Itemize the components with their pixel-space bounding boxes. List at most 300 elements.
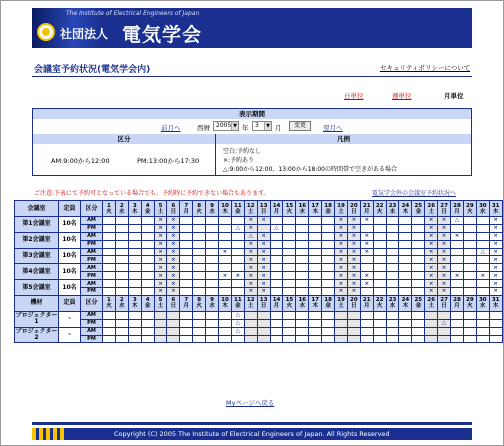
reservation-cell[interactable] [322, 327, 335, 335]
reservation-cell[interactable] [167, 327, 180, 335]
reservation-cell[interactable] [141, 280, 154, 288]
reservation-cell[interactable] [412, 319, 425, 327]
reservation-cell[interactable] [322, 264, 335, 272]
change-button[interactable]: 変更 [289, 121, 311, 131]
reservation-cell[interactable] [193, 232, 206, 240]
reservation-cell[interactable] [103, 256, 116, 264]
month-select[interactable]: 3 ▼ [252, 121, 272, 131]
reservation-cell[interactable] [386, 280, 399, 288]
reservation-cell[interactable] [128, 327, 141, 335]
reservation-cell[interactable] [399, 327, 412, 335]
reservation-cell[interactable] [347, 319, 360, 327]
reservation-cell[interactable] [244, 327, 257, 335]
reservation-cell[interactable] [296, 264, 309, 272]
reservation-cell[interactable] [283, 327, 296, 335]
reservation-cell[interactable] [115, 224, 128, 232]
reservation-cell[interactable] [373, 224, 386, 232]
reservation-cell[interactable] [373, 272, 386, 280]
reservation-cell[interactable] [270, 327, 283, 335]
reservation-cell[interactable] [206, 272, 219, 280]
reservation-cell[interactable] [412, 217, 425, 225]
reservation-cell[interactable] [322, 280, 335, 288]
reservation-cell[interactable] [180, 319, 193, 327]
reservation-cell[interactable] [219, 319, 232, 327]
reservation-cell[interactable] [193, 280, 206, 288]
reservation-cell[interactable] [309, 256, 322, 264]
reservation-cell[interactable] [360, 327, 373, 335]
reservation-cell[interactable] [141, 327, 154, 335]
reservation-cell[interactable] [463, 319, 476, 327]
reservation-cell[interactable] [141, 248, 154, 256]
reservation-cell[interactable] [193, 272, 206, 280]
reservation-cell[interactable] [451, 288, 464, 296]
reservation-cell[interactable] [463, 217, 476, 225]
reservation-cell[interactable] [115, 327, 128, 335]
reservation-cell[interactable] [463, 224, 476, 232]
reservation-cell[interactable] [309, 240, 322, 248]
reservation-cell[interactable] [373, 319, 386, 327]
reservation-cell[interactable]: △ [231, 319, 244, 327]
reservation-cell[interactable] [115, 288, 128, 296]
reservation-cell[interactable] [309, 232, 322, 240]
week-view-link[interactable]: 週単位 [392, 92, 412, 100]
reservation-cell[interactable] [154, 335, 167, 343]
reservation-cell[interactable] [154, 327, 167, 335]
reservation-cell[interactable] [141, 232, 154, 240]
reservation-cell[interactable] [115, 311, 128, 319]
reservation-cell[interactable] [386, 248, 399, 256]
reservation-cell[interactable] [128, 224, 141, 232]
reservation-cell[interactable] [206, 224, 219, 232]
reservation-cell[interactable] [257, 319, 270, 327]
reservation-cell[interactable] [283, 240, 296, 248]
reservation-cell[interactable] [283, 264, 296, 272]
reservation-cell[interactable] [335, 327, 348, 335]
reservation-cell[interactable] [296, 256, 309, 264]
reservation-cell[interactable] [193, 264, 206, 272]
next-month-link[interactable]: 翌月へ [323, 124, 343, 132]
reservation-cell[interactable]: △ [270, 224, 283, 232]
reservation-cell[interactable] [463, 335, 476, 343]
reservation-cell[interactable] [322, 240, 335, 248]
reservation-cell[interactable] [270, 335, 283, 343]
reservation-cell[interactable] [322, 272, 335, 280]
reservation-cell[interactable] [180, 335, 193, 343]
reservation-cell[interactable] [322, 319, 335, 327]
reservation-cell[interactable] [231, 264, 244, 272]
reservation-cell[interactable] [322, 311, 335, 319]
reservation-cell[interactable] [296, 319, 309, 327]
reservation-cell[interactable] [412, 280, 425, 288]
reservation-cell[interactable] [463, 248, 476, 256]
reservation-cell[interactable] [180, 217, 193, 225]
reservation-cell[interactable] [386, 232, 399, 240]
reservation-cell[interactable] [128, 240, 141, 248]
reservation-cell[interactable] [476, 240, 489, 248]
reservation-cell[interactable] [476, 224, 489, 232]
reservation-cell[interactable] [206, 264, 219, 272]
reservation-cell[interactable]: △ [231, 224, 244, 232]
reservation-cell[interactable] [399, 224, 412, 232]
reservation-cell[interactable] [322, 256, 335, 264]
reservation-cell[interactable] [438, 335, 451, 343]
reservation-cell[interactable] [167, 335, 180, 343]
reservation-cell[interactable] [180, 288, 193, 296]
reservation-cell[interactable] [412, 335, 425, 343]
reservation-cell[interactable] [476, 288, 489, 296]
reservation-cell[interactable] [115, 232, 128, 240]
prev-month-link[interactable]: 前月へ [161, 124, 181, 132]
day-view-link[interactable]: 日単位 [344, 92, 364, 100]
reservation-cell[interactable] [115, 272, 128, 280]
reservation-cell[interactable] [476, 311, 489, 319]
reservation-cell[interactable] [412, 327, 425, 335]
reservation-cell[interactable] [257, 327, 270, 335]
reservation-cell[interactable] [128, 319, 141, 327]
reservation-cell[interactable] [193, 311, 206, 319]
reservation-cell[interactable] [180, 248, 193, 256]
reservation-cell[interactable] [193, 248, 206, 256]
reservation-cell[interactable] [489, 335, 502, 343]
reservation-cell[interactable] [373, 240, 386, 248]
reservation-cell[interactable] [219, 232, 232, 240]
reservation-cell[interactable] [463, 288, 476, 296]
reservation-cell[interactable] [193, 327, 206, 335]
reservation-cell[interactable] [128, 264, 141, 272]
reservation-cell[interactable] [154, 319, 167, 327]
reservation-cell[interactable] [193, 335, 206, 343]
reservation-cell[interactable] [115, 217, 128, 225]
reservation-cell[interactable] [128, 248, 141, 256]
reservation-cell[interactable] [206, 311, 219, 319]
reservation-cell[interactable] [270, 319, 283, 327]
reservation-cell[interactable]: △ [438, 319, 451, 327]
reservation-cell[interactable] [115, 319, 128, 327]
mypage-link[interactable]: Myページへ戻る [226, 399, 275, 407]
reservation-cell[interactable] [451, 248, 464, 256]
reservation-cell[interactable] [231, 240, 244, 248]
reservation-cell[interactable] [128, 272, 141, 280]
reservation-cell[interactable] [425, 311, 438, 319]
reservation-cell[interactable] [219, 217, 232, 225]
reservation-cell[interactable] [335, 311, 348, 319]
reservation-cell[interactable] [115, 248, 128, 256]
reservation-cell[interactable] [103, 288, 116, 296]
reservation-cell[interactable] [231, 217, 244, 225]
reservation-cell[interactable] [283, 280, 296, 288]
reservation-cell[interactable] [103, 248, 116, 256]
reservation-cell[interactable] [386, 224, 399, 232]
reservation-cell[interactable] [399, 311, 412, 319]
reservation-cell[interactable] [322, 335, 335, 343]
reservation-cell[interactable] [283, 256, 296, 264]
reservation-cell[interactable] [115, 335, 128, 343]
reservation-cell[interactable] [103, 232, 116, 240]
reservation-cell[interactable] [309, 335, 322, 343]
reservation-cell[interactable] [360, 288, 373, 296]
reservation-cell[interactable] [451, 256, 464, 264]
reservation-cell[interactable] [399, 240, 412, 248]
reservation-cell[interactable] [335, 319, 348, 327]
reservation-cell[interactable] [322, 217, 335, 225]
reservation-cell[interactable] [103, 311, 116, 319]
reservation-cell[interactable] [309, 319, 322, 327]
reservation-cell[interactable] [219, 288, 232, 296]
reservation-cell[interactable] [412, 272, 425, 280]
reservation-cell[interactable] [206, 240, 219, 248]
reservation-cell[interactable] [193, 256, 206, 264]
reservation-cell[interactable] [309, 311, 322, 319]
reservation-cell[interactable] [296, 327, 309, 335]
reservation-cell[interactable] [193, 319, 206, 327]
reservation-cell[interactable] [193, 217, 206, 225]
reservation-cell[interactable] [438, 327, 451, 335]
reservation-cell[interactable] [257, 311, 270, 319]
reservation-cell[interactable] [347, 335, 360, 343]
reservation-cell[interactable] [412, 288, 425, 296]
reservation-cell[interactable] [103, 240, 116, 248]
reservation-cell[interactable] [386, 319, 399, 327]
reservation-cell[interactable] [141, 224, 154, 232]
reservation-cell[interactable] [309, 280, 322, 288]
reservation-cell[interactable] [270, 256, 283, 264]
reservation-cell[interactable] [103, 224, 116, 232]
reservation-cell[interactable] [386, 264, 399, 272]
reservation-cell[interactable] [141, 288, 154, 296]
reservation-cell[interactable] [115, 264, 128, 272]
reservation-cell[interactable] [206, 248, 219, 256]
outside-rooms-link[interactable]: 電気学会外の会議室予約状況へ [372, 190, 457, 197]
reservation-cell[interactable] [180, 311, 193, 319]
reservation-cell[interactable] [399, 280, 412, 288]
reservation-cell[interactable] [451, 264, 464, 272]
reservation-cell[interactable] [360, 335, 373, 343]
reservation-cell[interactable] [103, 272, 116, 280]
reservation-cell[interactable] [103, 280, 116, 288]
reservation-cell[interactable] [347, 311, 360, 319]
reservation-cell[interactable]: △ [231, 311, 244, 319]
reservation-cell[interactable] [128, 280, 141, 288]
reservation-cell[interactable] [296, 248, 309, 256]
reservation-cell[interactable] [425, 319, 438, 327]
reservation-cell[interactable] [115, 240, 128, 248]
reservation-cell[interactable] [335, 335, 348, 343]
reservation-cell[interactable] [270, 232, 283, 240]
reservation-cell[interactable] [141, 335, 154, 343]
reservation-cell[interactable] [180, 224, 193, 232]
reservation-cell[interactable] [463, 256, 476, 264]
reservation-cell[interactable] [141, 311, 154, 319]
reservation-cell[interactable]: △ [476, 248, 489, 256]
reservation-cell[interactable] [386, 335, 399, 343]
reservation-cell[interactable] [103, 264, 116, 272]
reservation-cell[interactable] [206, 335, 219, 343]
reservation-cell[interactable] [425, 327, 438, 335]
reservation-cell[interactable] [373, 256, 386, 264]
reservation-cell[interactable] [463, 272, 476, 280]
reservation-cell[interactable] [451, 335, 464, 343]
reservation-cell[interactable] [231, 232, 244, 240]
reservation-cell[interactable] [180, 256, 193, 264]
reservation-cell[interactable] [296, 217, 309, 225]
reservation-cell[interactable] [296, 311, 309, 319]
reservation-cell[interactable] [412, 264, 425, 272]
reservation-cell[interactable] [219, 240, 232, 248]
reservation-cell[interactable] [283, 319, 296, 327]
reservation-cell[interactable] [283, 311, 296, 319]
reservation-cell[interactable] [412, 240, 425, 248]
reservation-cell[interactable] [476, 327, 489, 335]
reservation-cell[interactable] [386, 256, 399, 264]
reservation-cell[interactable] [386, 288, 399, 296]
reservation-cell[interactable] [373, 327, 386, 335]
reservation-cell[interactable] [360, 264, 373, 272]
reservation-cell[interactable] [399, 335, 412, 343]
reservation-cell[interactable] [115, 256, 128, 264]
reservation-cell[interactable] [463, 280, 476, 288]
security-policy-link[interactable]: セキュリティポリシーについて [380, 64, 471, 72]
reservation-cell[interactable] [283, 335, 296, 343]
reservation-cell[interactable] [141, 319, 154, 327]
reservation-cell[interactable] [399, 232, 412, 240]
reservation-cell[interactable] [438, 311, 451, 319]
reservation-cell[interactable] [399, 319, 412, 327]
reservation-cell[interactable]: △ [451, 217, 464, 225]
reservation-cell[interactable] [257, 335, 270, 343]
reservation-cell[interactable] [309, 217, 322, 225]
reservation-cell[interactable] [412, 224, 425, 232]
reservation-cell[interactable] [386, 240, 399, 248]
reservation-cell[interactable] [154, 311, 167, 319]
reservation-cell[interactable] [219, 335, 232, 343]
reservation-cell[interactable] [463, 327, 476, 335]
reservation-cell[interactable] [231, 256, 244, 264]
reservation-cell[interactable] [309, 272, 322, 280]
reservation-cell[interactable] [219, 256, 232, 264]
reservation-cell[interactable] [296, 272, 309, 280]
reservation-cell[interactable] [373, 264, 386, 272]
reservation-cell[interactable] [283, 272, 296, 280]
reservation-cell[interactable] [180, 272, 193, 280]
reservation-cell[interactable] [296, 288, 309, 296]
reservation-cell[interactable] [219, 280, 232, 288]
reservation-cell[interactable] [463, 232, 476, 240]
reservation-cell[interactable] [283, 217, 296, 225]
reservation-cell[interactable] [463, 311, 476, 319]
reservation-cell[interactable] [103, 319, 116, 327]
reservation-cell[interactable] [128, 288, 141, 296]
reservation-cell[interactable] [128, 311, 141, 319]
reservation-cell[interactable] [373, 288, 386, 296]
reservation-cell[interactable] [141, 256, 154, 264]
reservation-cell[interactable] [270, 272, 283, 280]
reservation-cell[interactable] [476, 335, 489, 343]
reservation-cell[interactable] [296, 335, 309, 343]
reservation-cell[interactable] [206, 319, 219, 327]
reservation-cell[interactable] [167, 311, 180, 319]
reservation-cell[interactable] [193, 224, 206, 232]
reservation-cell[interactable] [296, 232, 309, 240]
reservation-cell[interactable] [373, 335, 386, 343]
reservation-cell[interactable] [206, 327, 219, 335]
reservation-cell[interactable] [489, 311, 502, 319]
reservation-cell[interactable] [206, 232, 219, 240]
reservation-cell[interactable] [270, 248, 283, 256]
reservation-cell[interactable] [463, 240, 476, 248]
reservation-cell[interactable] [373, 232, 386, 240]
reservation-cell[interactable] [373, 280, 386, 288]
reservation-cell[interactable] [270, 264, 283, 272]
reservation-cell[interactable] [476, 256, 489, 264]
reservation-cell[interactable] [451, 319, 464, 327]
reservation-cell[interactable] [244, 311, 257, 319]
reservation-cell[interactable] [206, 217, 219, 225]
reservation-cell[interactable] [231, 248, 244, 256]
reservation-cell[interactable] [360, 224, 373, 232]
reservation-cell[interactable] [489, 319, 502, 327]
reservation-cell[interactable] [128, 256, 141, 264]
reservation-cell[interactable] [476, 232, 489, 240]
reservation-cell[interactable] [451, 280, 464, 288]
reservation-cell[interactable] [309, 288, 322, 296]
reservation-cell[interactable] [412, 311, 425, 319]
reservation-cell[interactable] [373, 248, 386, 256]
reservation-cell[interactable] [180, 327, 193, 335]
reservation-cell[interactable] [451, 327, 464, 335]
reservation-cell[interactable] [386, 217, 399, 225]
reservation-cell[interactable] [476, 264, 489, 272]
reservation-cell[interactable] [180, 232, 193, 240]
reservation-cell[interactable] [270, 217, 283, 225]
reservation-cell[interactable] [412, 256, 425, 264]
reservation-cell[interactable] [386, 272, 399, 280]
reservation-cell[interactable] [283, 248, 296, 256]
reservation-cell[interactable] [347, 327, 360, 335]
reservation-cell[interactable] [309, 248, 322, 256]
reservation-cell[interactable] [373, 311, 386, 319]
reservation-cell[interactable] [180, 280, 193, 288]
reservation-cell[interactable] [283, 224, 296, 232]
reservation-cell[interactable] [219, 311, 232, 319]
reservation-cell[interactable] [412, 232, 425, 240]
reservation-cell[interactable] [103, 335, 116, 343]
reservation-cell[interactable] [244, 319, 257, 327]
reservation-cell[interactable] [141, 217, 154, 225]
reservation-cell[interactable] [219, 327, 232, 335]
reservation-cell[interactable] [360, 311, 373, 319]
reservation-cell[interactable] [476, 217, 489, 225]
reservation-cell[interactable] [399, 248, 412, 256]
reservation-cell[interactable] [219, 224, 232, 232]
reservation-cell[interactable] [128, 335, 141, 343]
reservation-cell[interactable] [128, 217, 141, 225]
reservation-cell[interactable] [322, 224, 335, 232]
reservation-cell[interactable] [206, 280, 219, 288]
reservation-cell[interactable] [231, 288, 244, 296]
reservation-cell[interactable] [219, 264, 232, 272]
reservation-cell[interactable] [206, 256, 219, 264]
reservation-cell[interactable] [193, 240, 206, 248]
reservation-cell[interactable] [322, 248, 335, 256]
reservation-cell[interactable] [270, 288, 283, 296]
reservation-cell[interactable] [103, 217, 116, 225]
reservation-cell[interactable] [141, 240, 154, 248]
reservation-cell[interactable] [309, 327, 322, 335]
reservation-cell[interactable] [167, 319, 180, 327]
reservation-cell[interactable] [373, 217, 386, 225]
reservation-cell[interactable] [244, 335, 257, 343]
reservation-cell[interactable] [283, 232, 296, 240]
